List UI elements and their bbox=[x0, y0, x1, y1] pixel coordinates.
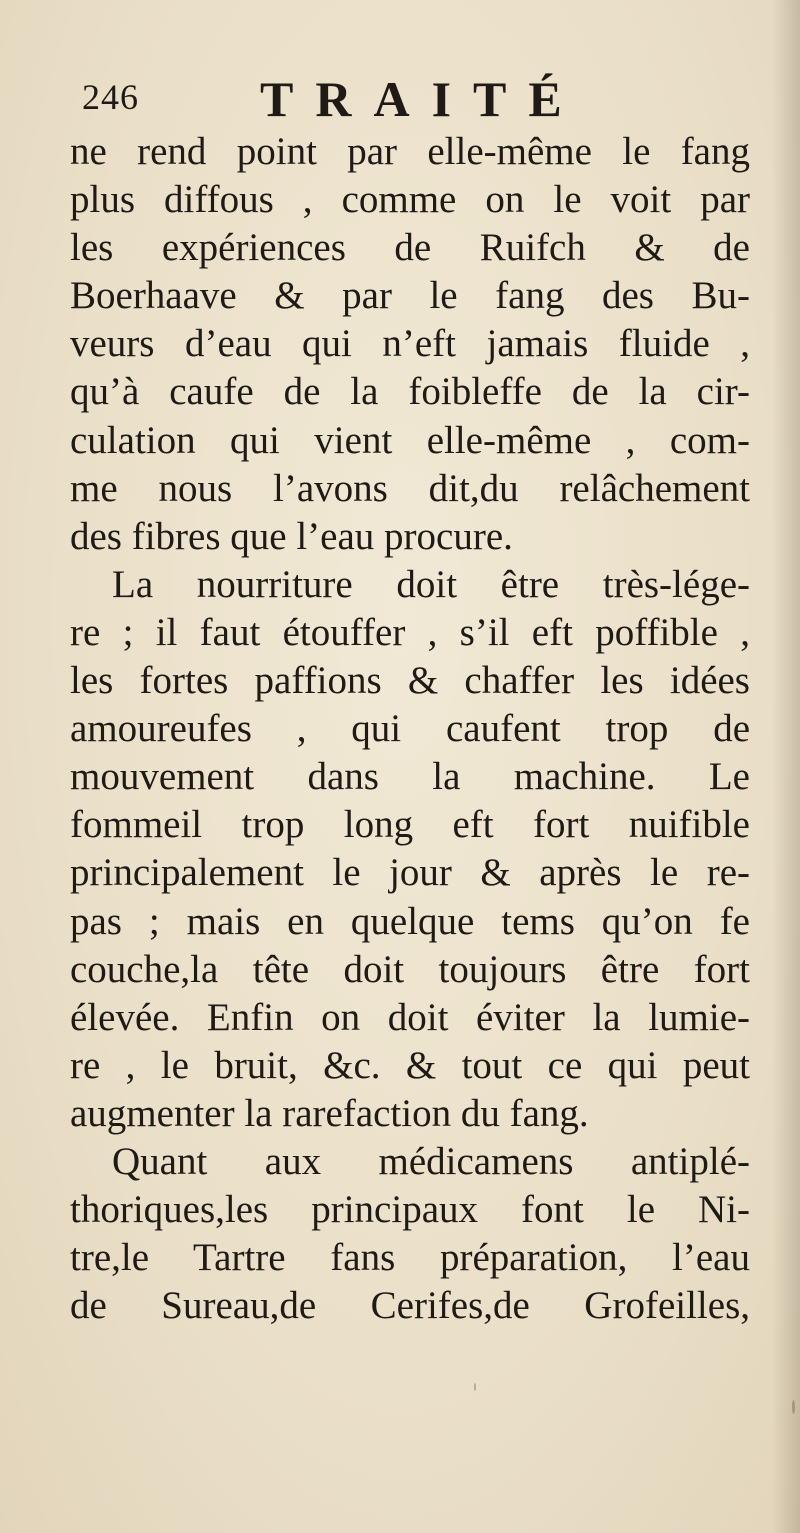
text-line: ne rend point par elle-même le fang bbox=[70, 130, 750, 173]
text-line: re ; il faut étouffer , s’il eft poffible , bbox=[70, 610, 750, 654]
text-line: les expériences de Ruifch & de bbox=[70, 226, 750, 270]
text-line: tre,le Tartre fans préparation, l’eau bbox=[70, 1236, 750, 1280]
text-line: thoriques,les principaux font le Ni- bbox=[70, 1188, 750, 1232]
text-line: augmenter la rarefaction du fang. bbox=[70, 1091, 589, 1135]
page-edge-shadow bbox=[772, 0, 800, 1533]
text-line: culation qui vient elle-même , com- bbox=[70, 418, 750, 462]
text-line: couche,la tête doit toujours être fort bbox=[70, 947, 750, 991]
text-line: re , le bruit, &c. & tout ce qui peut bbox=[70, 1043, 750, 1087]
text-line: me nous l’avons dit,du relâchement bbox=[70, 466, 750, 510]
text-line: La nourriture doit être très-lége- bbox=[112, 562, 750, 606]
text-line: Boerhaave & par le fang des Bu- bbox=[70, 274, 750, 318]
text-line: les fortes paffions & chaffer les idées bbox=[70, 659, 750, 703]
text-line: pas ; mais en quelque tems qu’on fe bbox=[70, 899, 750, 943]
page-header bbox=[82, 70, 742, 130]
text-line: Quant aux médicamens antiplé- bbox=[112, 1139, 750, 1183]
page-number: 246 bbox=[82, 77, 139, 117]
paper-speck bbox=[792, 1400, 795, 1414]
text-line: mouvement dans la machine. Le bbox=[70, 755, 750, 799]
text-line: fommeil trop long eft fort nuifible bbox=[70, 803, 750, 847]
running-title: TRAITÉ bbox=[260, 71, 584, 127]
text-line: élevée. Enfin on doit éviter la lumie- bbox=[70, 995, 750, 1039]
text-line: plus diffous , comme on le voit par bbox=[70, 178, 750, 222]
text-line: de Sureau,de Cerifes,de Grofeilles, bbox=[70, 1284, 750, 1328]
paper-speck bbox=[474, 1383, 476, 1391]
text-line: principalement le jour & après le re- bbox=[70, 851, 750, 895]
text-line: des fibres que l’eau procure. bbox=[70, 514, 513, 558]
text-line: veurs d’eau qui n’eft jamais fluide , bbox=[70, 322, 750, 366]
text-line: qu’à caufe de la foibleffe de la cir- bbox=[70, 370, 750, 414]
text-line: amoureufes , qui caufent trop de bbox=[70, 707, 750, 751]
body-text bbox=[70, 128, 750, 1330]
